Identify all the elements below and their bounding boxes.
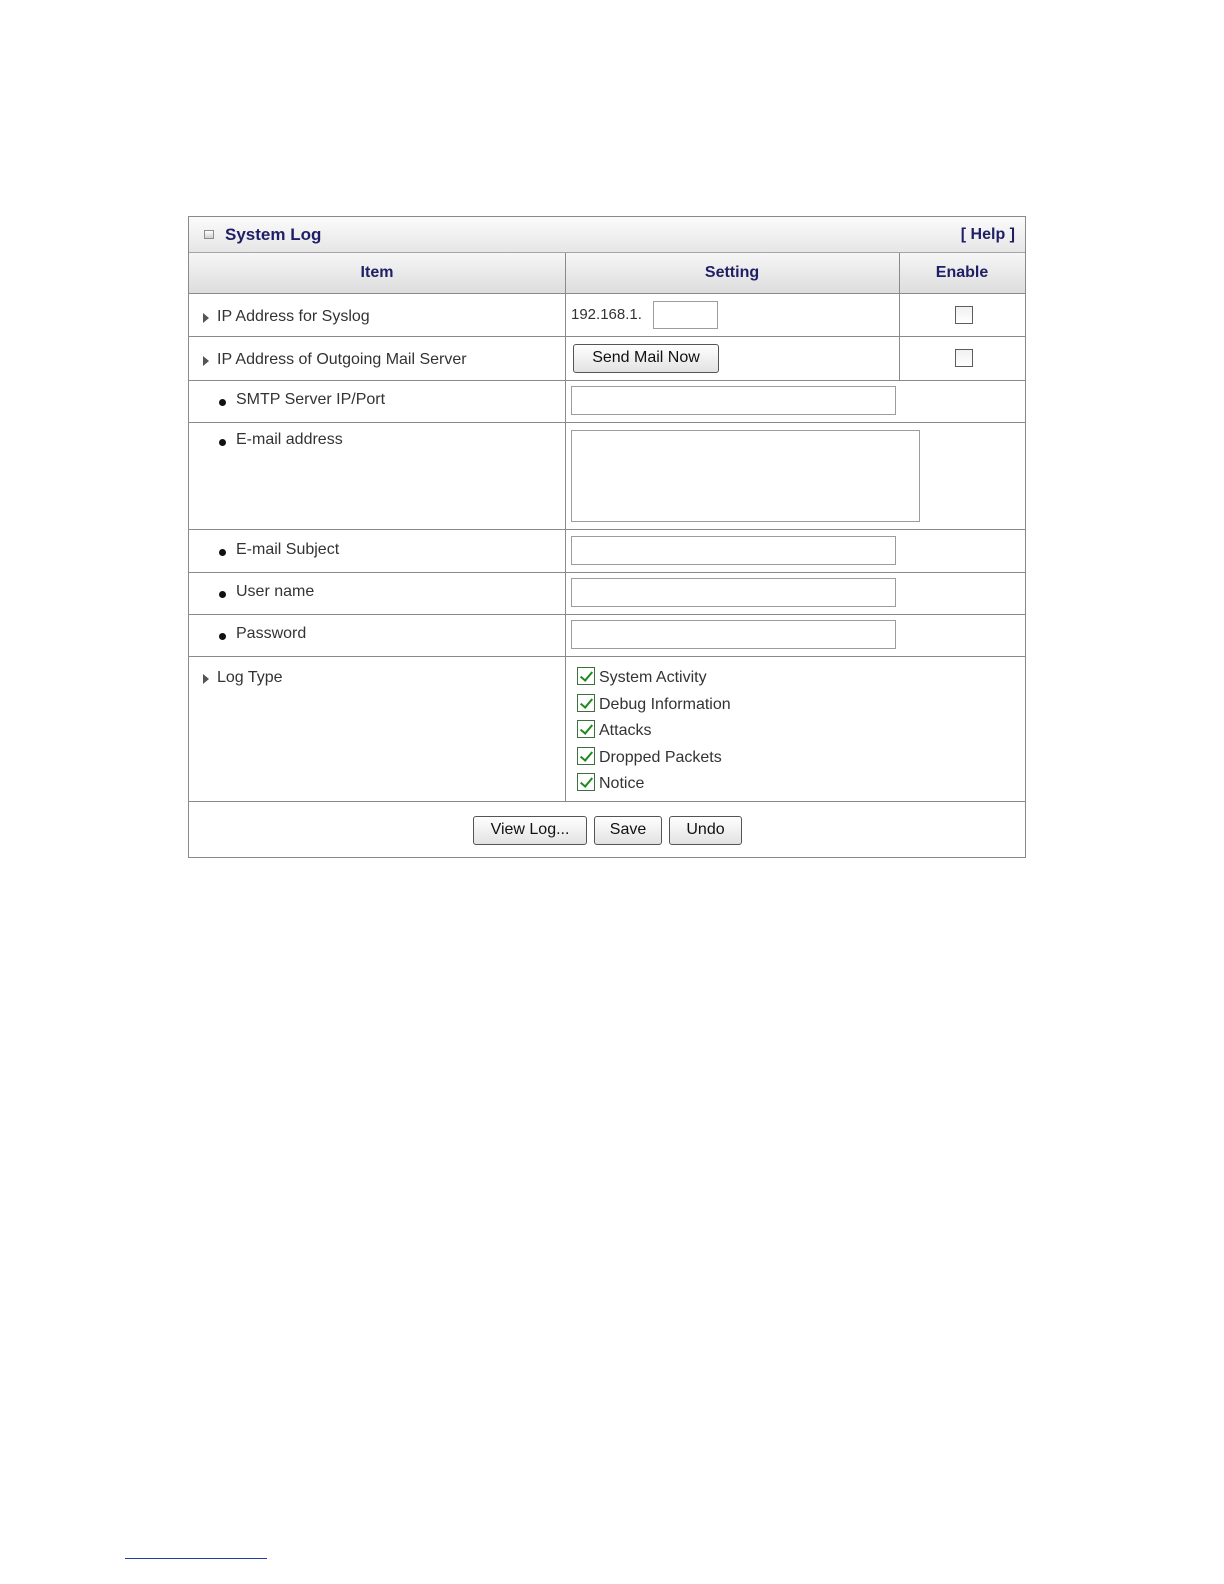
username-field[interactable] bbox=[571, 578, 896, 607]
row-divider bbox=[189, 380, 1025, 381]
syslog-enable-checkbox[interactable] bbox=[955, 306, 973, 324]
email-address-label: E-mail address bbox=[236, 431, 343, 448]
bullet-icon bbox=[219, 439, 226, 446]
log-type-option-label: Dropped Packets bbox=[599, 749, 722, 766]
log-type-checkbox[interactable] bbox=[577, 773, 595, 791]
smtp-label: SMTP Server IP/Port bbox=[236, 391, 386, 408]
help-link[interactable]: [ Help ] bbox=[960, 226, 1015, 243]
username-label: User name bbox=[236, 583, 315, 600]
password-field[interactable] bbox=[571, 620, 896, 649]
log-type-label: Log Type bbox=[217, 669, 283, 686]
log-type-option-label: Notice bbox=[599, 775, 645, 792]
row-divider bbox=[189, 801, 1025, 802]
row-divider bbox=[189, 572, 1025, 573]
column-header-item: Item bbox=[360, 264, 394, 281]
email-address-textarea[interactable] bbox=[571, 430, 920, 522]
log-type-checkbox[interactable] bbox=[577, 720, 595, 738]
email-subject-field[interactable] bbox=[571, 536, 896, 565]
log-type-option-label: Debug Information bbox=[599, 696, 731, 713]
syslog-ip-field[interactable] bbox=[653, 301, 718, 329]
panel-title: System Log bbox=[225, 225, 322, 244]
row-divider bbox=[189, 656, 1025, 657]
panel-title-bar bbox=[189, 217, 1025, 253]
view-log-button[interactable]: View Log... bbox=[473, 816, 587, 845]
mail-server-label: IP Address of Outgoing Mail Server bbox=[217, 351, 467, 368]
log-type-option-label: Attacks bbox=[599, 722, 652, 739]
row-divider bbox=[189, 336, 1025, 337]
row-divider bbox=[189, 529, 1025, 530]
syslog-label: IP Address for Syslog bbox=[217, 308, 370, 325]
column-header-enable: Enable bbox=[935, 264, 989, 281]
send-mail-now-button[interactable]: Send Mail Now bbox=[573, 344, 719, 373]
row-divider bbox=[189, 422, 1025, 423]
save-button[interactable]: Save bbox=[594, 816, 662, 845]
email-subject-label: E-mail Subject bbox=[236, 541, 340, 558]
syslog-ip-prefix: 192.168.1. bbox=[571, 306, 642, 323]
footnote-separator-line bbox=[125, 1558, 267, 1559]
log-type-checkbox[interactable] bbox=[577, 694, 595, 712]
log-type-checkbox[interactable] bbox=[577, 747, 595, 765]
mail-server-enable-checkbox[interactable] bbox=[955, 349, 973, 367]
column-divider bbox=[899, 253, 900, 380]
bullet-icon bbox=[219, 633, 226, 640]
expand-arrow-icon bbox=[203, 313, 209, 323]
log-type-option-label: System Activity bbox=[599, 669, 707, 686]
bullet-icon bbox=[219, 399, 226, 406]
expand-arrow-icon bbox=[203, 674, 209, 684]
smtp-server-field[interactable] bbox=[571, 386, 896, 415]
expand-arrow-icon bbox=[203, 356, 209, 366]
password-label: Password bbox=[236, 625, 307, 642]
window-icon bbox=[204, 230, 214, 239]
column-header-setting: Setting bbox=[704, 264, 760, 281]
undo-button[interactable]: Undo bbox=[669, 816, 742, 845]
row-divider bbox=[189, 614, 1025, 615]
log-type-checkbox[interactable] bbox=[577, 667, 595, 685]
bullet-icon bbox=[219, 549, 226, 556]
system-log-panel bbox=[188, 216, 1026, 858]
bullet-icon bbox=[219, 591, 226, 598]
